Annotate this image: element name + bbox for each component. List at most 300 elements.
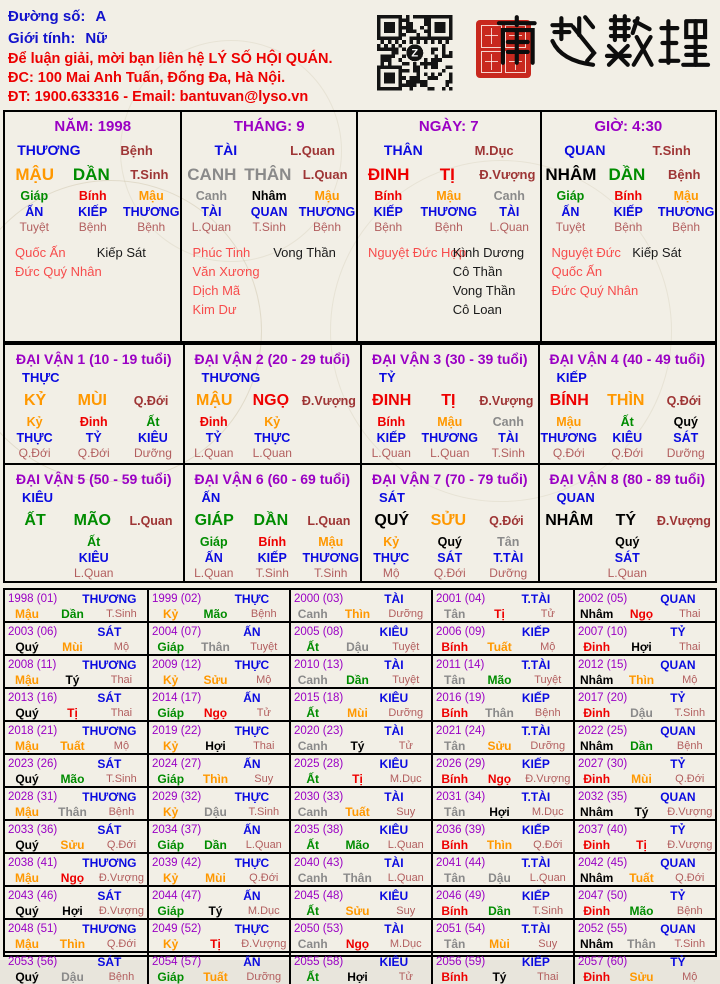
year-line-2 — [575, 936, 715, 951]
contact-line-3: ĐT: 1900.633316 - Email: bantuvan@lyso.vn — [8, 89, 309, 105]
dai-van-god: TỶ — [379, 370, 396, 385]
year-god: SÁT — [97, 822, 122, 837]
year-god: KIẾP — [521, 624, 550, 639]
hidden-stem: Bính — [614, 189, 643, 203]
profile-number-value: A — [95, 8, 107, 25]
dai-van-branch: TÝ — [615, 511, 637, 529]
year-label: 2024 (27) — [152, 757, 202, 770]
dai-van-branch: MÙI — [77, 391, 107, 409]
year-stem: Bính — [441, 837, 469, 852]
pillar-branch: DẦN — [72, 164, 110, 184]
year-stem: Giáp — [157, 771, 185, 786]
year-line-2 — [149, 738, 289, 753]
year-stem: Canh — [297, 606, 328, 621]
year-god: TÀI — [384, 657, 404, 672]
year-line-2 — [575, 870, 715, 885]
hidden-stem: Mậu — [138, 189, 164, 203]
year-cell-2057 — [573, 951, 715, 984]
year-cell-2054 — [147, 951, 289, 984]
year-line-1 — [433, 822, 573, 837]
year-branch: Thân — [627, 936, 656, 951]
year-stem: Canh — [297, 738, 328, 753]
year-cell-2006 — [431, 621, 573, 654]
year-stem: Tân — [444, 870, 466, 885]
year-god: THỰC — [234, 855, 270, 870]
dai-van-stem: QUÝ — [374, 511, 410, 529]
pillar-branch: TỊ — [439, 164, 455, 184]
year-cell-2051 — [431, 918, 573, 951]
year-stem: Đinh — [583, 771, 611, 786]
pillar-ngay — [356, 112, 540, 341]
hidden-stem-stage: T.Sinh — [252, 220, 286, 234]
year-god: THỰC — [234, 657, 270, 672]
hidden-stem-god: THƯƠNG — [421, 430, 478, 445]
year-stem: Canh — [297, 672, 328, 687]
year-god: SÁT — [97, 756, 122, 771]
year-stage: Tuyệt — [534, 673, 562, 686]
hidden-stem-god: KIẾP — [376, 430, 406, 445]
year-line-2 — [5, 639, 147, 654]
year-stem: Kỷ — [163, 606, 179, 621]
year-god: SÁT — [97, 624, 122, 639]
year-label: 1999 (02) — [152, 592, 202, 605]
year-stage: Đ.Vượng — [525, 772, 571, 785]
hidden-stem-column — [362, 535, 421, 583]
year-god: TỶ — [670, 888, 686, 903]
year-god: QUAN — [660, 855, 696, 870]
year-stage: Q.Đới — [533, 838, 563, 851]
year-god: ẤN — [243, 756, 261, 771]
year-stem: Bính — [441, 969, 469, 984]
hidden-stem-column — [362, 415, 421, 463]
dai-van-branch: DẦN — [253, 511, 289, 529]
year-cell-2019 — [147, 720, 289, 753]
year-label: 2049 (52) — [152, 922, 202, 935]
year-stem: Nhâm — [580, 606, 614, 621]
dai-van-canchi-row — [5, 507, 183, 534]
year-line-1 — [575, 690, 715, 705]
year-label: 2026 (29) — [436, 757, 486, 770]
dai-van-1 — [5, 345, 183, 463]
year-stage: Đ.Vượng — [667, 805, 713, 818]
year-stem: Mậu — [15, 936, 39, 951]
hidden-stem-god: TÀI — [201, 204, 222, 219]
hidden-stem-stage: T.Sinh — [491, 446, 525, 460]
star-inauspicious: Cô Thần — [452, 264, 503, 279]
pillar-stem: NHÂM — [545, 164, 597, 184]
hidden-stem-column — [243, 535, 302, 583]
hidden-stem: Đinh — [199, 415, 228, 429]
year-god: THƯƠNG — [82, 789, 137, 804]
year-stem: Đinh — [583, 705, 611, 720]
pillar-stars — [5, 237, 180, 341]
year-stage: T.Sinh — [106, 772, 137, 785]
year-line-2 — [5, 903, 147, 918]
year-stage: M.Dục — [531, 805, 564, 818]
year-label: 2017 (20) — [578, 691, 628, 704]
year-branch: Dậu — [346, 639, 369, 654]
year-line-2 — [575, 837, 715, 852]
year-line-1 — [433, 690, 573, 705]
year-line-1 — [433, 657, 573, 672]
year-line-1 — [575, 822, 715, 837]
year-stem: Giáp — [157, 903, 185, 918]
year-cell-2031 — [431, 786, 573, 819]
pillar-god-row — [5, 139, 180, 161]
hidden-stem: Kỷ — [383, 535, 400, 549]
stars-auspicious-list — [367, 243, 467, 319]
pillar-stage: Bệnh — [667, 167, 701, 182]
hidden-stem-column — [540, 415, 599, 463]
pillar-god: THÂN — [383, 142, 423, 158]
year-stem: Tân — [444, 606, 466, 621]
year-label: 2037 (40) — [578, 823, 628, 836]
year-line-1 — [575, 723, 715, 738]
year-branch: Tị — [636, 837, 647, 852]
year-branch: Sửu — [203, 672, 228, 687]
year-god: QUAN — [660, 657, 696, 672]
year-line-2 — [5, 936, 147, 951]
year-line-1 — [149, 690, 289, 705]
pillar-god-stage: Bệnh — [120, 142, 153, 158]
year-god: QUAN — [660, 591, 696, 606]
year-branch: Tuất — [345, 804, 370, 819]
year-branch: Ngọ — [60, 870, 85, 885]
stars-inauspicious-list — [632, 243, 713, 300]
year-stem: Đinh — [583, 969, 611, 984]
year-line-2 — [575, 903, 715, 918]
hidden-stem-stage: L.Quan — [74, 566, 114, 580]
year-stage: Tử — [398, 970, 413, 983]
hidden-stem-god: TỶ — [205, 430, 222, 445]
star-auspicious: Quốc Ấn — [15, 245, 66, 260]
dai-van-canchi-row — [185, 387, 361, 414]
year-god: ẤN — [243, 822, 261, 837]
year-stem: Bính — [441, 903, 469, 918]
year-cell-2021 — [431, 720, 573, 753]
year-cell-2002 — [573, 590, 715, 621]
stars-auspicious-list — [192, 243, 273, 319]
year-line-2 — [5, 672, 147, 687]
year-stage: Thai — [537, 970, 559, 983]
dai-van-stem: ẤT — [24, 511, 46, 529]
year-line-1 — [149, 822, 289, 837]
pillar-title: GIỜ: 4:30 — [594, 118, 663, 135]
year-stage: M.Dục — [247, 904, 280, 917]
hidden-stem-god: THỰC — [16, 430, 53, 445]
dai-van-hidden-stems — [540, 535, 716, 583]
year-line-2 — [433, 738, 573, 753]
year-line-1 — [5, 690, 147, 705]
year-line-2 — [149, 606, 289, 621]
hidden-stem-column — [479, 535, 538, 583]
year-stage: Q.Đới — [675, 772, 705, 785]
year-line-1 — [149, 954, 289, 969]
year-stem: Giáp — [157, 705, 185, 720]
year-line-1 — [291, 789, 431, 804]
year-stem: Kỷ — [163, 804, 179, 819]
year-god: TÀI — [384, 789, 404, 804]
year-line-2 — [433, 771, 573, 786]
year-line-1 — [5, 624, 147, 639]
year-line-1 — [149, 591, 289, 606]
year-label: 2015 (18) — [294, 691, 344, 704]
year-stage: L.Quan — [387, 871, 424, 884]
hidden-stem-god: SÁT — [673, 430, 699, 445]
hidden-stem-column — [421, 415, 480, 463]
year-god: KIÊU — [379, 954, 409, 969]
hidden-stem: Giáp — [556, 189, 585, 203]
year-cell-2034 — [147, 819, 289, 852]
year-stage: Dưỡng — [246, 970, 282, 983]
dai-van-title: ĐẠI VẬN 4 (40 - 49 tuổi) — [549, 351, 706, 367]
year-line-1 — [575, 855, 715, 870]
year-stem: Canh — [297, 870, 328, 885]
hidden-stem-god: QUAN — [250, 204, 288, 219]
year-line-1 — [291, 921, 431, 936]
year-branch: Dậu — [630, 705, 653, 720]
profile-number-line — [8, 6, 333, 28]
year-cell-2018 — [5, 720, 147, 753]
hidden-stem: Tân — [497, 535, 520, 549]
year-line-2 — [291, 606, 431, 621]
year-label: 2012 (15) — [578, 658, 628, 671]
year-line-2 — [291, 804, 431, 819]
year-line-2 — [291, 672, 431, 687]
year-branch: Ngọ — [203, 705, 228, 720]
hidden-stem-column — [542, 189, 600, 237]
year-branch: Mùi — [347, 705, 368, 720]
dai-van-canchi-row — [540, 387, 716, 414]
hidden-stem-stage: Bệnh — [672, 220, 701, 234]
year-stage: Q.Đới — [249, 871, 279, 884]
hidden-stem-god: ẤN — [561, 204, 580, 219]
dai-van-hidden-stems — [362, 415, 538, 463]
year-line-2 — [291, 771, 431, 786]
year-god: TÀI — [384, 723, 404, 738]
hidden-stem: Nhâm — [251, 189, 287, 203]
year-cell-2000 — [289, 590, 431, 621]
year-stem: Nhâm — [580, 738, 614, 753]
hidden-stem: Mậu — [318, 535, 344, 549]
hidden-stem-god: THƯƠNG — [420, 204, 477, 219]
year-stage: M.Dục — [389, 772, 422, 785]
hidden-stem-god: TỶ — [85, 430, 102, 445]
year-line-1 — [291, 855, 431, 870]
year-line-2 — [5, 705, 147, 720]
year-cell-2038 — [5, 852, 147, 885]
year-stage: Tuyệt — [250, 640, 278, 653]
year-line-1 — [575, 789, 715, 804]
year-cell-2008 — [5, 654, 147, 687]
pillar-god-stage: M.Dục — [474, 142, 514, 158]
hidden-stem: Mậu — [436, 189, 462, 203]
hidden-stem-stage: Mộ — [382, 566, 400, 580]
hidden-stem-column — [657, 189, 715, 237]
year-label: 2021 (24) — [436, 724, 486, 737]
year-line-1 — [5, 822, 147, 837]
svg-text:Z: Z — [411, 47, 419, 60]
year-cell-2023 — [5, 753, 147, 786]
hidden-stem-stage: Tuyệt — [555, 220, 586, 234]
year-god: THỰC — [234, 921, 270, 936]
dai-van-hidden-stems — [362, 535, 538, 583]
year-line-2 — [5, 870, 147, 885]
hidden-stem-column — [418, 189, 479, 237]
year-label: 2025 (28) — [294, 757, 344, 770]
gender-line — [8, 28, 333, 50]
hidden-stem-stage: L.Quan — [430, 446, 470, 460]
year-god: TỶ — [670, 690, 686, 705]
hidden-stem-god: T.TÀI — [493, 550, 524, 565]
year-cell-2013 — [5, 687, 147, 720]
hidden-stem-god: THỰC — [373, 550, 410, 565]
year-god: T.TÀI — [521, 723, 551, 738]
hidden-stem: Canh — [492, 415, 524, 429]
year-cell-2032 — [573, 786, 715, 819]
hidden-stem-column — [5, 415, 64, 463]
year-cell-2036 — [431, 819, 573, 852]
qr-code — [377, 15, 453, 96]
star-auspicious: Văn Xương — [192, 264, 260, 279]
dai-van-4 — [538, 345, 716, 463]
hidden-stem-stage: Q.Đới — [611, 446, 644, 460]
year-line-2 — [149, 870, 289, 885]
hidden-stem: Bính — [258, 535, 287, 549]
year-cell-2017 — [573, 687, 715, 720]
hidden-stem-column — [185, 535, 244, 583]
stars-auspicious-list — [551, 243, 639, 300]
year-god: THƯƠNG — [82, 591, 137, 606]
stars-inauspicious-list — [97, 243, 179, 281]
pillar-god-row — [542, 139, 715, 161]
hidden-stem-god: TÀI — [499, 204, 520, 219]
year-god: KIÊU — [379, 624, 409, 639]
dai-van-canchi-row — [5, 387, 183, 414]
dai-van-title: ĐẠI VẬN 8 (80 - 89 tuổi) — [549, 471, 706, 487]
pillar-title: THÁNG: 9 — [233, 118, 305, 135]
hidden-stem-column — [599, 189, 657, 237]
year-god: KIẾP — [521, 690, 550, 705]
hidden-stem: Ất — [620, 415, 634, 429]
dai-van-branch: THÌN — [607, 391, 645, 409]
year-branch: Thân — [343, 870, 372, 885]
hidden-stem-stage: Tuyệt — [19, 220, 50, 234]
hidden-stem-god: KIẾP — [613, 204, 643, 219]
year-line-2 — [149, 804, 289, 819]
year-cell-2025 — [289, 753, 431, 786]
hidden-stem-column — [598, 535, 657, 583]
year-line-2 — [149, 903, 289, 918]
year-cell-2026 — [431, 753, 573, 786]
pillar-god: THƯƠNG — [17, 142, 81, 158]
year-god: THƯƠNG — [82, 657, 137, 672]
year-label: 2043 (46) — [8, 889, 58, 902]
hidden-stem: Quý — [615, 535, 640, 549]
year-line-1 — [291, 723, 431, 738]
year-stage: Mộ — [540, 640, 556, 653]
year-stem: Tân — [444, 804, 466, 819]
year-line-2 — [149, 771, 289, 786]
year-line-1 — [433, 591, 573, 606]
year-stage: Mộ — [682, 673, 698, 686]
year-line-2 — [433, 804, 573, 819]
year-line-2 — [149, 705, 289, 720]
year-cell-2016 — [431, 687, 573, 720]
year-god: SÁT — [97, 888, 122, 903]
year-branch: Mão — [60, 771, 85, 786]
year-stem: Đinh — [583, 837, 611, 852]
year-line-1 — [291, 657, 431, 672]
hidden-stem-stage: L.Quan — [489, 220, 529, 234]
year-line-2 — [149, 672, 289, 687]
dai-van-stage: Đ.Vượng — [301, 393, 356, 408]
year-stage: Bệnh — [250, 607, 277, 620]
contact-line-2: ĐC: 100 Mai Anh Tuấn, Đống Đa, Hà Nội. — [8, 70, 286, 86]
hidden-stem-stage: L.Quan — [191, 220, 232, 234]
year-line-2 — [5, 969, 147, 984]
year-branch: Hợi — [205, 738, 226, 753]
year-cell-2001 — [431, 590, 573, 621]
year-cell-2041 — [431, 852, 573, 885]
year-line-2 — [5, 738, 147, 753]
year-line-1 — [149, 624, 289, 639]
year-line-2 — [149, 837, 289, 852]
year-stage: Thai — [110, 673, 133, 686]
year-stage: Suy — [538, 937, 558, 950]
year-line-2 — [575, 771, 715, 786]
year-label: 2038 (41) — [8, 856, 58, 869]
year-stem: Quý — [15, 705, 39, 720]
year-stage: T.Sinh — [674, 706, 706, 719]
year-label: 2047 (50) — [578, 889, 628, 902]
star-inauspicious: Vong Thần — [452, 283, 516, 298]
year-line-1 — [433, 723, 573, 738]
year-line-2 — [575, 639, 715, 654]
year-branch: Hợi — [62, 903, 83, 918]
hidden-stem: Giáp — [20, 189, 49, 203]
hidden-stem-stage: L.Quan — [607, 566, 647, 580]
year-line-1 — [291, 624, 431, 639]
year-line-2 — [291, 870, 431, 885]
hidden-stem: Mậu — [556, 415, 582, 429]
year-line-1 — [575, 921, 715, 936]
year-stage: M.Dục — [389, 937, 422, 950]
hidden-stem-stage: Q.Đới — [18, 446, 51, 460]
dai-van-3 — [360, 345, 538, 463]
pillar-hidden-stems — [182, 189, 355, 237]
year-stage: Đ.Vượng — [241, 937, 287, 950]
year-stage: Mộ — [256, 673, 272, 686]
year-line-1 — [5, 723, 147, 738]
star-auspicious: Nguyệt Đức Hợp — [367, 245, 467, 260]
year-label: 2009 (12) — [152, 658, 202, 671]
year-label: 2056 (59) — [436, 955, 486, 968]
year-god: KIÊU — [379, 690, 409, 705]
year-god: TỶ — [670, 756, 686, 771]
year-god: KIẾP — [521, 888, 550, 903]
year-branch: Dần — [61, 606, 84, 621]
year-cell-2056 — [431, 951, 573, 984]
year-god: KIẾP — [521, 756, 550, 771]
dai-van-title: ĐẠI VẬN 3 (30 - 39 tuổi) — [371, 351, 528, 367]
year-cell-2053 — [5, 951, 147, 984]
year-stem: Giáp — [157, 837, 185, 852]
year-line-2 — [5, 837, 147, 852]
hidden-stem-god: THƯƠNG — [298, 204, 356, 219]
hidden-stem-god: KIẾP — [373, 204, 403, 219]
year-stage: T.Sinh — [674, 937, 706, 950]
